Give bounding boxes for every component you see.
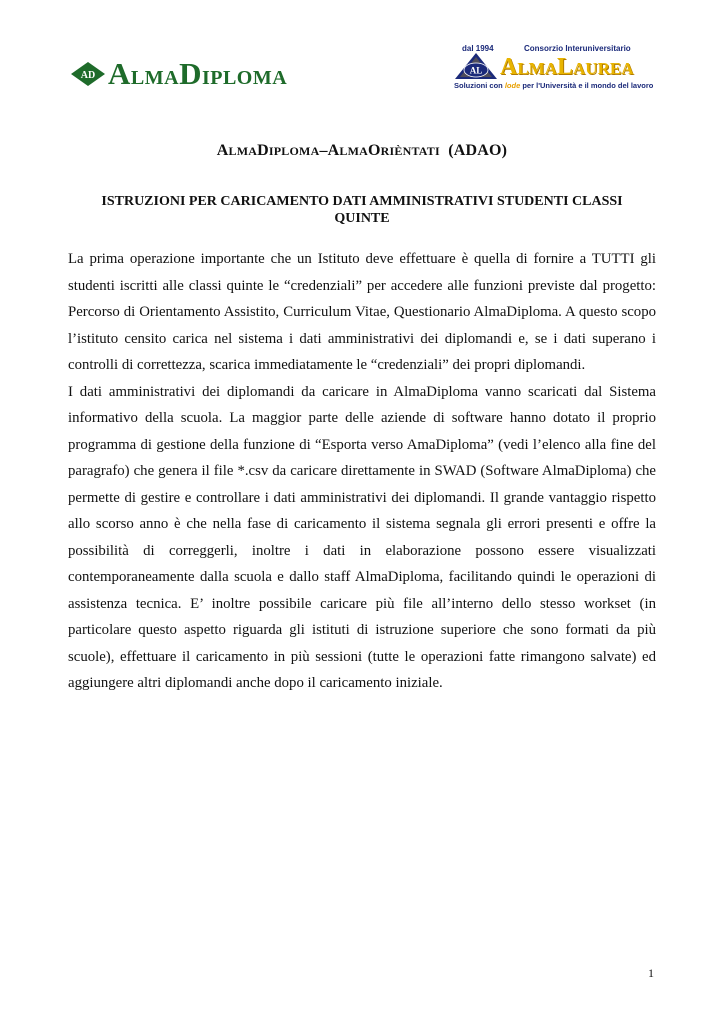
- almalaurea-logo: [452, 44, 652, 94]
- almalaurea-since: dal 1994: [462, 44, 494, 53]
- almadiploma-badge-text: AD: [80, 70, 96, 81]
- almalaurea-tagline: Soluzioni con lode per l'Università e il mondo del lavoro: [454, 81, 654, 90]
- almalaurea-wordmark: ALMALAUREA: [500, 54, 634, 80]
- almadiploma-logo: [70, 56, 287, 92]
- almadiploma-badge-icon: [70, 61, 106, 87]
- page-number: 1: [648, 966, 654, 980]
- paragraph: La prima operazione importante che un Istituto deve effettuare è quella di fornire a TUTTI gli studenti iscritti alle classi quinte le “credenziali” per accedere alle funzioni previste dal progetto: Percorso di Orientamento Assistito, Curriculum Vitae, Questionario AlmaDiploma. A questo scopo l’istituto censito carica nel sistema i dati amministrativi dei diplomandi e, se i dati superano i controlli di correttezza, scarica immediatamente le “credenziali” dei propri diplomandi.: [68, 251, 656, 373]
- almalaurea-badge-text: AL: [469, 65, 483, 76]
- almadiploma-wordmark: ALMADIPLOMA: [108, 56, 288, 91]
- document-subtitle: ISTRUZIONI PER CARICAMENTO DATI AMMINISTRATIVI STUDENTI CLASSI QUINTE: [101, 194, 623, 226]
- body-text: [68, 246, 656, 697]
- document-title: ALMADIPLOMA–ALMAORIÈNTATI (ADAO): [216, 142, 508, 159]
- almalaurea-badge-icon: [454, 52, 498, 82]
- title-acronym: (ADAO): [448, 142, 508, 159]
- almalaurea-consortium: Consorzio Interuniversitario: [524, 44, 631, 53]
- paragraph: I dati amministrativi dei diplomandi da caricare in AlmaDiploma vanno scaricati dal Sistema informativo della scuola. La maggior parte delle aziende di software hanno dotato il proprio programma di gestione della funzione di “Esporta verso AmaDiploma” (vedi l’elenco alla fine del paragrafo) che genera il file *.csv da caricare direttamente in SWAD (Software AlmaDiploma) che permette di gestire e controllare i dati amministrativi dei diplomandi. Il grande vantaggio rispetto allo scorso anno è che nella fase di caricamento il sistema segnala gli errori presenti e offre la possibilità di correggerli, inoltre i dati in elaborazione possono essere visualizzati contemporaneamente dalla scuola e dallo staff AlmaDiploma, facilitando quindi le operazioni di assistenza tecnica. E’ inoltre possibile caricare più file all’interno dello stesso workset (in particolare questo aspetto riguarda gli istituti di istruzione superiore che sono formati da più scuole), effettuare il caricamento in più sessioni (tutte le operazioni fatte rimangono salvate) ed aggiungere altri diplomandi anche dopo il caricamento iniziale.: [68, 383, 656, 691]
